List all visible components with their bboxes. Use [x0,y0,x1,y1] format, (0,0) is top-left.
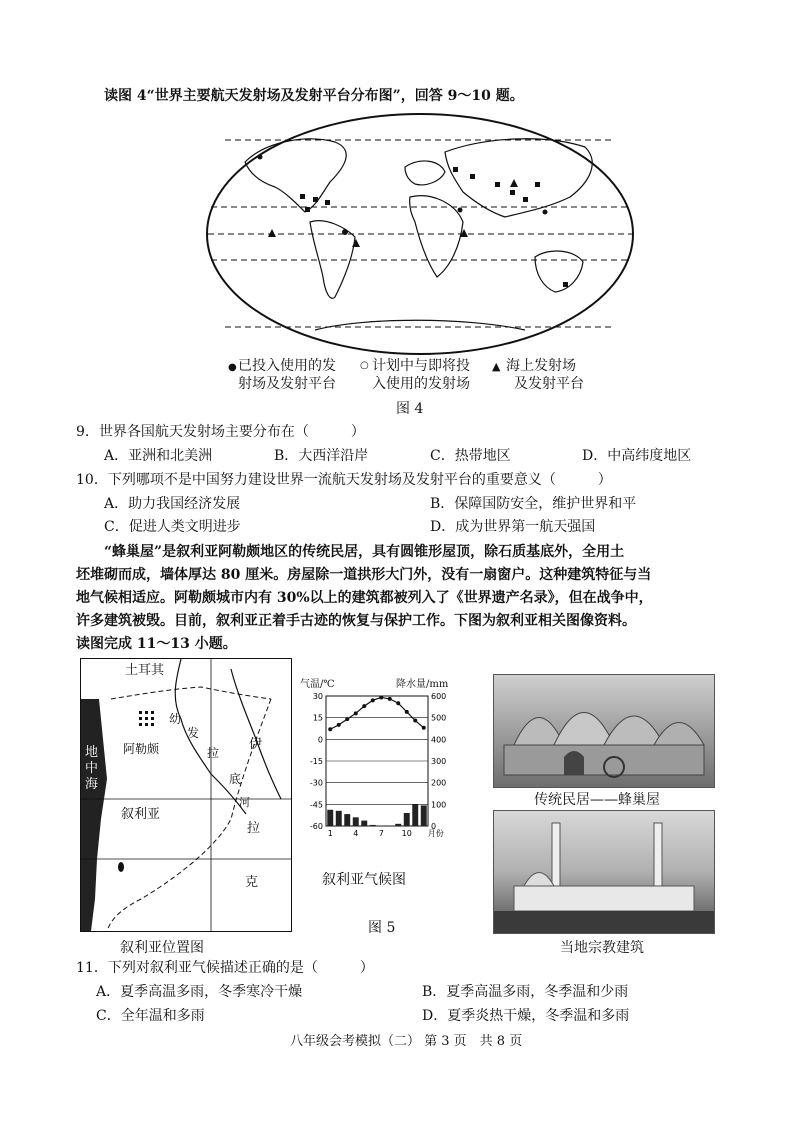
x-tick-label: 7 [378,829,384,838]
precip-bar [353,817,359,826]
climate-precip-label: 降水量/mm [396,679,449,690]
temp-point [422,726,426,730]
q9-option-d[interactable]: D．中高纬度地区 [582,448,692,464]
precip-bar [404,813,410,826]
q10-option-a[interactable]: A．助力我国经济发展 [104,496,241,512]
q10-option-b[interactable]: B．保障国防安全，维护世界和平 [430,496,637,512]
precip-bar [344,814,350,826]
x-tick-label: 1 [327,829,333,838]
temp-point [328,727,332,731]
temp-point [371,698,375,702]
label-iraq-a1: 伊 [249,737,263,752]
q10-option-d[interactable]: D．成为世界第一航天强国 [430,519,596,535]
precip-bar [421,805,427,826]
precip-bar [361,821,367,826]
syria-location-map [80,658,292,932]
label-turkey: 土耳其 [125,663,165,678]
q9-option-b[interactable]: B．大西洋沿岸 [274,448,369,464]
legend-planned-line1: 计划中与即将投 [372,358,470,374]
label-euphrates-1: 幼 [169,712,182,726]
label-iraq-a2: 拉 [207,746,220,760]
y-left-tick-label: -45 [309,800,323,810]
passage-line-2: 坯堆砌而成，墙体厚达 80 厘米。房屋除一道拱形大门外，没有一扇窗户。这种建筑特征与当 [76,567,652,583]
figure4-caption: 图 4 [396,401,424,417]
legend-launch-site-line2: 射场及发射平台 [238,376,336,392]
legend-launch-site-line1: 已投入使用的发 [238,358,336,374]
q9-option-c[interactable]: C．热带地区 [430,448,511,464]
legend-sea-line1: 海上发射场 [506,358,576,374]
q11-stem: 11．下列对叙利亚气候描述正确的是（ ） [76,960,374,976]
passage-line-1: “蜂巢屋”是叙利亚阿勒颇地区的传统民居，具有圆锥形屋顶，除石质基底外，全用土 [104,544,625,560]
q11-option-a[interactable]: A．夏季高温多雨，冬季寒冷干燥 [96,984,303,1000]
q9-10-intro: 读图 4“世界主要航天发射场及发射平台分布图”，回答 9～10 题。 [104,88,524,104]
y-left-tick-label: -30 [309,778,323,788]
label-euphrates-2: 发 [187,726,200,740]
q10-stem: 10．下列哪项不是中国努力建设世界一流航天发射场及发射平台的重要意义（ ） [76,472,612,488]
precip-bar [412,804,418,826]
temp-point [345,717,349,721]
y-right-tick-label: 100 [431,800,447,810]
y-left-tick-label: 15 [312,713,323,723]
planned-site-marker-icon: ○ [360,360,369,371]
precip-bar [327,810,333,826]
passage-line-4: 许多建筑被毁。目前，叙利亚正着手古迹的恢复与保护工作。下图为叙利亚相关图像资料。 [76,613,636,629]
q11-option-b[interactable]: B．夏季高温多雨，冬季温和少雨 [422,984,629,1000]
y-right-tick-label: 500 [431,713,447,723]
mosque-photo-caption: 当地宗教建筑 [560,940,644,956]
temp-point [396,701,400,705]
y-right-tick-label: 300 [431,757,447,766]
sea-platform-marker-icon: ▲ [492,360,501,373]
q10-option-c[interactable]: C．促进人类文明进步 [104,519,241,535]
label-iraq-b2: 克 [245,875,259,890]
figure5-caption: 图 5 [368,920,396,936]
y-left-tick-label: -60 [309,822,323,831]
precip-bar [336,811,342,826]
precip-bar [370,825,376,826]
x-tick-label: 4 [353,829,359,838]
y-left-tick-label: 30 [312,692,323,701]
page-footer: 八年级会考模拟（二） 第 3 页 共 8 页 [290,1034,523,1049]
temp-point [413,719,417,723]
q11-option-c[interactable]: C．全年温和多雨 [96,1008,205,1024]
label-river-2: 河 [239,796,250,809]
y-left-tick-label: 0 [317,735,323,745]
legend-sea-line2: 及发射平台 [514,376,584,392]
beehive-photo-caption: 传统民居——蜂巢屋 [534,792,660,808]
label-iraq-b1: 拉 [247,821,261,836]
y-right-tick-label: 0 [431,822,437,831]
y-right-tick-label: 200 [431,778,447,788]
mosque-photo [493,810,715,934]
legend-planned-line2: 入使用的发射场 [372,376,470,392]
q11-option-d[interactable]: D．夏季炎热干燥，冬季温和多雨 [422,1008,630,1024]
temp-line [330,697,424,729]
map-legend [228,356,608,402]
world-map [205,112,635,357]
climate-chart-caption: 叙利亚气候图 [322,872,406,888]
temp-point [388,697,392,701]
temp-point [337,723,341,727]
y-right-tick-label: 400 [431,735,447,745]
label-med-1: 地 [85,745,99,760]
y-left-tick-label: -15 [309,757,323,766]
climate-temp-label: 气温/℃ [300,679,335,690]
climate-chart [300,688,465,853]
x-axis-unit: 月份 [427,829,444,838]
temp-point [354,711,358,715]
temp-point [405,710,409,714]
beehive-house-photo [493,674,715,788]
label-syria: 叙利亚 [121,807,161,822]
syria-map-caption: 叙利亚位置图 [120,940,204,956]
temp-point [362,704,366,708]
label-med-2: 中 [85,761,99,776]
passage-line-3: 地气候相适应。阿勒颇城市内有 30%以上的建筑都被列入了《世界遗产名录》，但在战争中， [76,590,653,606]
q9-option-a[interactable]: A．亚洲和北美洲 [104,448,213,464]
launch-site-marker-icon: ● [228,362,237,373]
q9-stem: 9．世界各国航天发射场主要分布在（ ） [76,424,365,440]
precip-bar [395,824,401,826]
temp-point [379,695,383,699]
label-aleppo: 阿勒颇 [123,742,160,756]
x-tick-label: 10 [401,829,412,838]
label-river-1: 底 [229,772,242,786]
passage-line-5: 读图完成 11～13 小题。 [76,636,237,652]
y-right-tick-label: 600 [431,692,447,701]
label-med-3: 海 [85,777,99,792]
